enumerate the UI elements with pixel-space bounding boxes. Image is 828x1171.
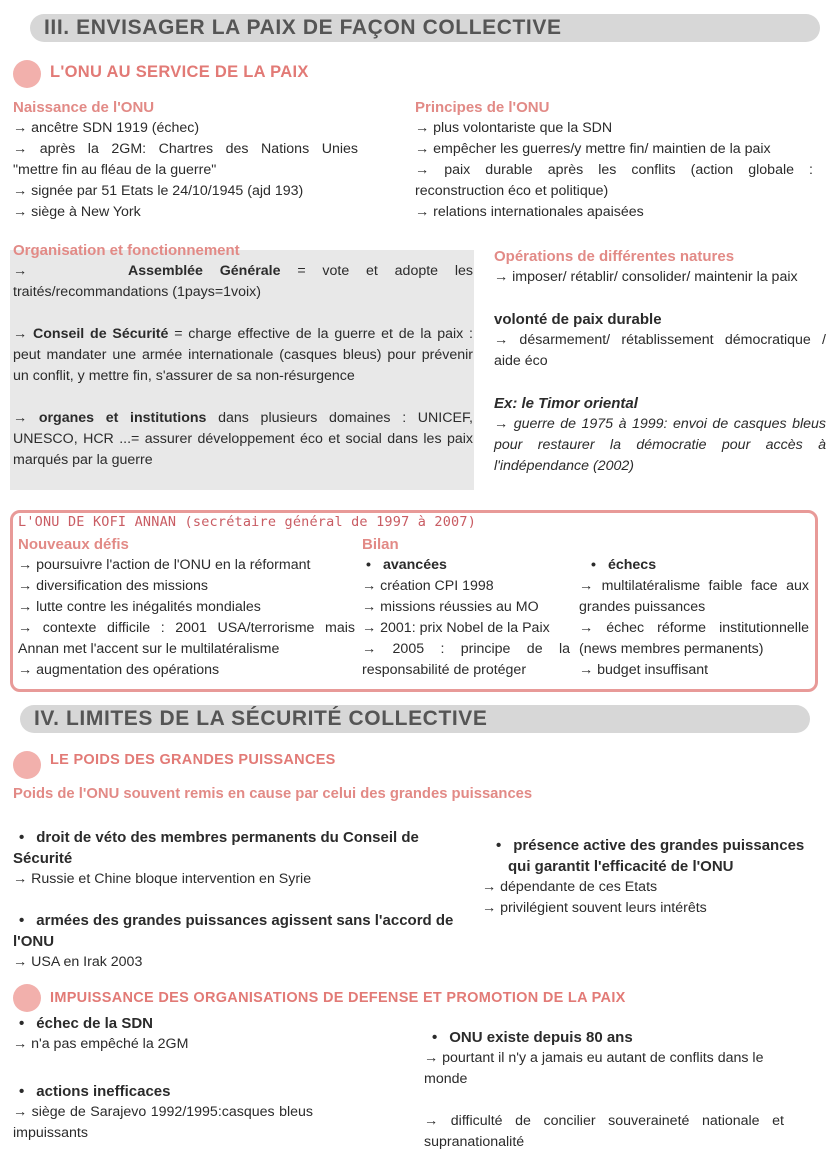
timor-text: → guerre de 1975 à 1999: envoi de casques bleus pour restaurer la démocratie pour accès à l'indépendance (2002) [494,416,826,474]
avancees-line-1: → création CPI 1998 [362,578,494,594]
veto-block [13,827,458,890]
timor-heading: Ex: le Timor oriental [494,395,638,412]
onu80-heading-text: ONU existe depuis 80 ans [449,1029,633,1046]
presence-heading-text: présence active des grandes puissances qui garantit l'efficacité de l'ONU [508,837,805,875]
onu80-heading [424,1027,784,1048]
organisation-cs [13,324,473,387]
veto-heading-text: droit de véto des membres permanents du Conseil de Sécurité [13,829,419,867]
volonte-heading: volonté de paix durable [494,311,662,328]
defis-line-2: → diversification des missions [18,578,209,594]
presence-block [482,835,822,919]
sdn-block [13,1013,313,1055]
arrow-icon: → [13,326,28,342]
echecs-line-2: → échec réforme institutionnelle (news membres permanents) [579,620,809,657]
actions-block [13,1081,313,1144]
defis-line-5: → augmentation des opérations [18,662,220,678]
armees-text: → USA en Irak 2003 [13,954,143,970]
armees-heading [13,910,458,952]
onu80-text-2: → difficulté de concilier souveraineté nationale et supranationalité [424,1113,784,1150]
sdn-heading-text: échec de la SDN [36,1015,153,1032]
arrow-icon: → [13,263,28,279]
circle-marker-icon [13,60,41,88]
principes-line-2: → empêcher les guerres/y mettre fin/ maintien de la paix [415,141,771,157]
defis-line-1: → poursuivre l'action de l'ONU en la réformant [18,557,311,573]
operations-heading: Opérations de différentes natures [494,248,735,265]
section-4-title-bar [20,705,810,733]
organisation-block [13,240,473,471]
defis-block [18,534,355,681]
ag-text: = vote et adopte les traités/recommandations (1pays=1voix) [13,263,474,300]
arrow-icon: → [13,410,28,426]
avancees-line-2: → missions réussies au MO [362,599,539,615]
presence-heading [482,835,822,877]
operations-block [494,246,826,477]
naissance-line-3: "mettre fin au fléau de la guerre" [13,162,217,178]
section-3-title: III. ENVISAGER LA PAIX DE FAÇON COLLECTIVE [44,16,562,39]
naissance-line-1: → ancêtre SDN 1919 (échec) [13,120,200,136]
section-4-title: IV. LIMITES DE LA SÉCURITÉ COLLECTIVE [34,707,488,730]
actions-text: → siège de Sarajevo 1992/1995:casques bleus impuissants [13,1104,313,1141]
poids-title: LE POIDS DES GRANDES PUISSANCES [50,752,336,768]
bilan-heading: Bilan [362,536,399,553]
onu80-block [424,1027,784,1153]
defis-line-3: → lutte contre les inégalités mondiales [18,599,261,615]
armees-block [13,910,458,973]
cs-text: = charge effective de la guerre et de la paix : peut mandater une armée internationale (casques bleus) pour prévenir un conflit, y mettre fin, s'assurer de sa non-résurgence [13,326,473,384]
avancees-line-4: → 2005 : principe de la responsabilité de protéger [362,641,570,678]
bilan-avancees-block [362,534,570,681]
veto-heading [13,827,458,869]
kofi-annan-title: L'ONU DE KOFI ANNAN (secrétaire général de 1997 à 2007) [18,514,477,530]
operations-text: → imposer/ rétablir/ consolider/ maintenir la paix [494,269,798,285]
org-text: dans plusieurs domaines : UNICEF, UNESCO, HCR ...= assurer développement éco et social dans les paix marqués par la guerre [13,410,473,468]
bilan-echecs-block [579,555,809,681]
onu80-text-1: → pourtant il n'y a jamais eu autant de conflits dans le monde [424,1050,764,1087]
principes-block [415,97,813,223]
principes-line-5: → relations internationales apaisées [415,204,644,220]
volonte-text: → désarmement/ rétablissement démocratique / aide éco [494,332,826,369]
principes-line-1: → plus volontariste que la SDN [415,120,613,136]
circle-marker-icon [13,751,41,779]
naissance-block [13,97,358,223]
naissance-line-5: → siège à New York [13,204,141,220]
defis-line-4: → contexte difficile : 2001 USA/terrorisme mais Annan met l'accent sur le multilatéralisme [18,620,355,657]
sdn-heading [13,1013,313,1034]
naissance-heading: Naissance de l'ONU [13,99,155,116]
organisation-org [13,408,473,471]
section-3-title-bar [30,14,820,42]
presence-line-1: → dépendante de ces Etats [482,879,658,895]
actions-heading-text: actions inefficaces [36,1083,171,1100]
principes-line-4: reconstruction éco et politique) [415,183,609,199]
sdn-text: → n'a pas empêché la 2GM [13,1036,189,1052]
org-label: organes et institutions [38,410,207,426]
poids-subtitle: Poids de l'ONU souvent remis en cause par celui des grandes puissances [13,786,533,802]
organisation-heading: Organisation et fonctionnement [13,242,240,259]
principes-line-3: → paix durable après les conflits (action globale : [415,162,813,178]
impuissance-title: IMPUISSANCE DES ORGANISATIONS DE DEFENSE ET PROMOTION DE LA PAIX [50,990,626,1006]
presence-line-2: → privilégient souvent leurs intérêts [482,900,707,916]
armees-heading-text: armées des grandes puissances agissent sans l'accord de l'ONU [13,912,454,950]
veto-text: → Russie et Chine bloque intervention en Syrie [13,871,312,887]
echecs-heading: • échecs [579,555,809,576]
avancees-line-3: → 2001: prix Nobel de la Paix [362,620,550,636]
echecs-line-1: → multilatéralisme faible face aux grandes puissances [579,578,809,615]
principes-heading: Principes de l'ONU [415,99,550,116]
echecs-line-3: → budget insuffisant [579,662,709,678]
naissance-line-4: → signée par 51 Etats le 24/10/1945 (ajd 193) [13,183,304,199]
onu-service-title: L'ONU AU SERVICE DE LA PAIX [50,63,309,81]
actions-heading [13,1081,313,1102]
organisation-ag [13,261,473,303]
cs-label: Conseil de Sécurité [33,326,169,342]
defis-heading: Nouveaux défis [18,536,129,553]
circle-marker-icon [13,984,41,1012]
ag-label: Assemblée Générale [128,263,281,279]
avancees-heading: • avancées [362,555,570,576]
naissance-line-2: → après la 2GM: Chartres des Nations Unies [13,141,358,157]
